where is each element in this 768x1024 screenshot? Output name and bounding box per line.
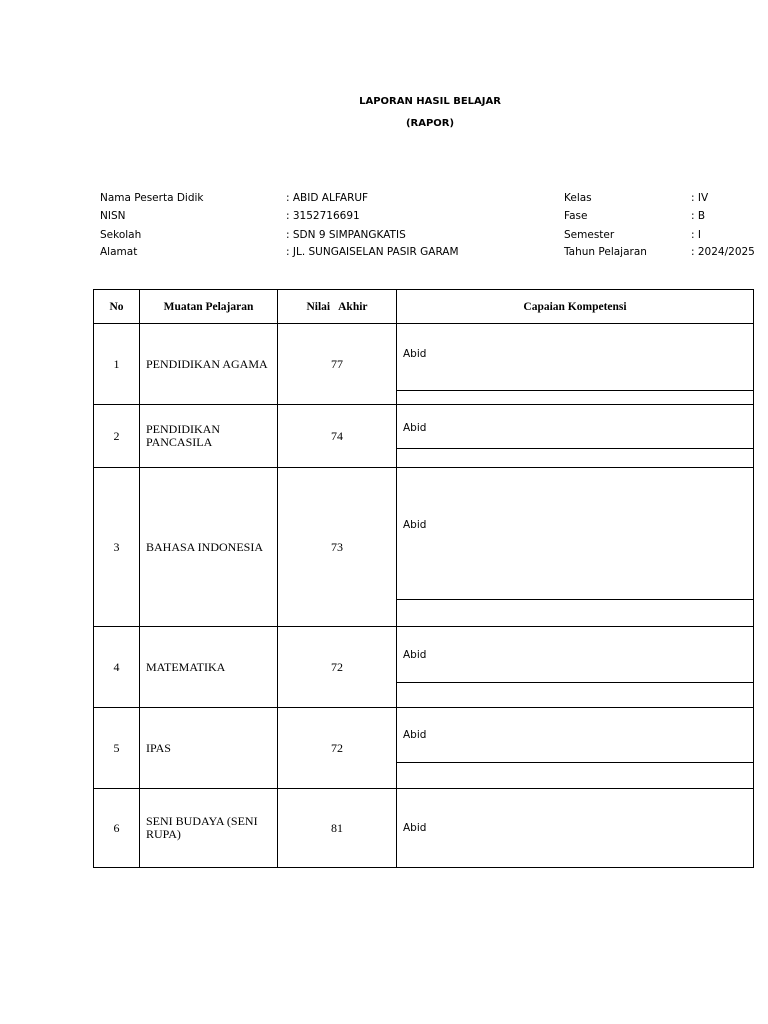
row-number: 3 — [94, 468, 140, 627]
row-number: 1 — [94, 324, 140, 405]
table-row — [94, 627, 754, 683]
row-subject: BAHASA INDONESIA — [140, 468, 278, 627]
header-no: No — [94, 290, 140, 324]
report-title: LAPORAN HASIL BELAJAR — [359, 96, 501, 107]
semester-label: Semester — [564, 229, 615, 241]
phase-value: : B — [691, 210, 706, 222]
competency-empty-cell — [397, 763, 754, 789]
row-subject: PENDIDIKAN PANCASILA — [140, 405, 278, 468]
address-value: : JL. SUNGAISELAN PASIR GARAM — [286, 246, 459, 258]
nisn-label: NISN — [100, 210, 126, 222]
row-score: 73 — [278, 468, 397, 627]
grades-table — [93, 289, 754, 868]
header-subject: Muatan Pelajaran — [140, 290, 278, 324]
phase-label: Fase — [564, 210, 588, 222]
row-competency: Abid — [397, 708, 754, 763]
row-number: 6 — [94, 789, 140, 868]
header-score: Nilai Akhir — [278, 290, 397, 324]
table-row — [94, 405, 754, 449]
row-score: 72 — [278, 708, 397, 789]
nisn-value: : 3152716691 — [286, 210, 360, 222]
competency-empty-cell — [397, 391, 754, 405]
semester-value: : I — [691, 229, 701, 241]
row-number: 4 — [94, 627, 140, 708]
class-value: : IV — [691, 192, 709, 204]
school-value: : SDN 9 SIMPANGKATIS — [286, 229, 406, 241]
row-score: 77 — [278, 324, 397, 405]
school-label: Sekolah — [100, 229, 142, 241]
row-competency: Abid — [397, 468, 754, 600]
year-label: Tahun Pelajaran — [564, 246, 647, 258]
competency-empty-cell — [397, 449, 754, 468]
row-subject: PENDIDIKAN AGAMA — [140, 324, 278, 405]
address-label: Alamat — [100, 246, 138, 258]
row-competency: Abid — [397, 405, 754, 449]
row-score: 72 — [278, 627, 397, 708]
table-row — [94, 789, 754, 868]
report-subtitle: (RAPOR) — [405, 118, 455, 129]
student-name-label: Nama Peserta Didik — [100, 192, 204, 204]
year-value: : 2024/2025 — [691, 246, 755, 258]
row-score: 74 — [278, 405, 397, 468]
row-subject: IPAS — [140, 708, 278, 789]
row-subject: SENI BUDAYA (SENI RUPA) — [140, 789, 278, 868]
student-name-value: : ABID ALFARUF — [286, 192, 369, 204]
row-competency: Abid — [397, 627, 754, 683]
row-competency: Abid — [397, 324, 754, 391]
table-row — [94, 708, 754, 763]
table-row — [94, 468, 754, 600]
row-subject: MATEMATIKA — [140, 627, 278, 708]
row-score: 81 — [278, 789, 397, 868]
row-number: 5 — [94, 708, 140, 789]
competency-empty-cell — [397, 600, 754, 627]
table-header-row — [94, 290, 754, 324]
header-competency: Capaian Kompetensi — [397, 290, 754, 324]
table-row — [94, 324, 754, 391]
row-competency: Abid — [397, 789, 754, 868]
competency-empty-cell — [397, 683, 754, 708]
row-number: 2 — [94, 405, 140, 468]
class-label: Kelas — [564, 192, 592, 204]
